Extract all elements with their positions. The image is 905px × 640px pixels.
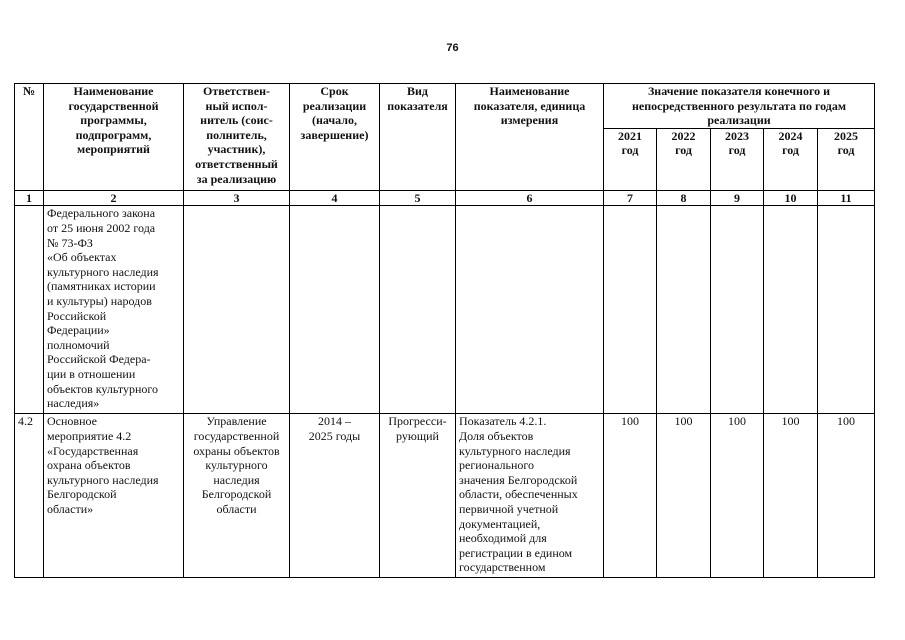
column-number-row	[15, 190, 875, 206]
header-indicator-type: Вид показателя	[380, 84, 456, 191]
column-number: 7	[604, 190, 657, 206]
column-number: 3	[184, 190, 290, 206]
indicator-type-cell	[380, 206, 456, 414]
header-year-2021: 2021 год	[604, 128, 657, 190]
column-number: 4	[290, 190, 380, 206]
column-number: 1	[15, 190, 44, 206]
column-number: 5	[380, 190, 456, 206]
column-number: 8	[657, 190, 711, 206]
program-name-cell: Основное мероприятие 4.2 «Государственная охрана объектов культурного наследия Белгородской области»	[44, 414, 184, 578]
row-number-cell: 4.2	[15, 414, 44, 578]
column-number: 6	[456, 190, 604, 206]
table-row	[15, 206, 875, 414]
value-cell: 100	[764, 414, 818, 578]
column-number: 9	[711, 190, 764, 206]
value-cell	[711, 206, 764, 414]
value-cell	[764, 206, 818, 414]
executor-cell: Управление государственной охраны объектов культурного наследия Белгородской области	[184, 414, 290, 578]
header-period: Срок реализации (начало, завершение)	[290, 84, 380, 191]
value-cell: 100	[657, 414, 711, 578]
header-indicator-name: Наименование показателя, единица измерения	[456, 84, 604, 191]
program-name-cell: Федерального закона от 25 июня 2002 года № 73-ФЗ «Об объектах культурного наследия (памятниках истории и культуры) народов Российской Федерации» полномочий Российской Федера- ции в отношении объектов культурного наследия»	[44, 206, 184, 414]
header-year-2024: 2024 год	[764, 128, 818, 190]
header-number: №	[15, 84, 44, 191]
indicator-name-cell: Показатель 4.2.1. Доля объектов культурного наследия регионального значения Белгородской области, обеспеченных первичной учетной документацией, необходимой для регистрации в едином государственном	[456, 414, 604, 578]
header-program-name: Наименование государственной программы, подпрограмм, мероприятий	[44, 84, 184, 191]
value-cell: 100	[604, 414, 657, 578]
header-values-group: Значение показателя конечного и непосредственного результата по годам реализации	[604, 84, 875, 129]
header-executor: Ответствен- ный испол- нитель (соис- полнитель, участник), ответственный за реализацию	[184, 84, 290, 191]
table-row	[15, 414, 875, 578]
indicator-name-cell	[456, 206, 604, 414]
page-number: 76	[446, 42, 459, 54]
column-number: 2	[44, 190, 184, 206]
value-cell: 100	[818, 414, 875, 578]
value-cell: 100	[711, 414, 764, 578]
indicators-table	[14, 83, 875, 578]
header-year-2022: 2022 год	[657, 128, 711, 190]
header-year-2023: 2023 год	[711, 128, 764, 190]
header-year-2025: 2025 год	[818, 128, 875, 190]
executor-cell	[184, 206, 290, 414]
header-row-1	[15, 84, 875, 129]
row-number-cell	[15, 206, 44, 414]
indicator-type-cell: Прогресси- рующий	[380, 414, 456, 578]
period-cell	[290, 206, 380, 414]
column-number: 11	[818, 190, 875, 206]
column-number: 10	[764, 190, 818, 206]
value-cell	[818, 206, 875, 414]
value-cell	[604, 206, 657, 414]
period-cell: 2014 – 2025 годы	[290, 414, 380, 578]
value-cell	[657, 206, 711, 414]
